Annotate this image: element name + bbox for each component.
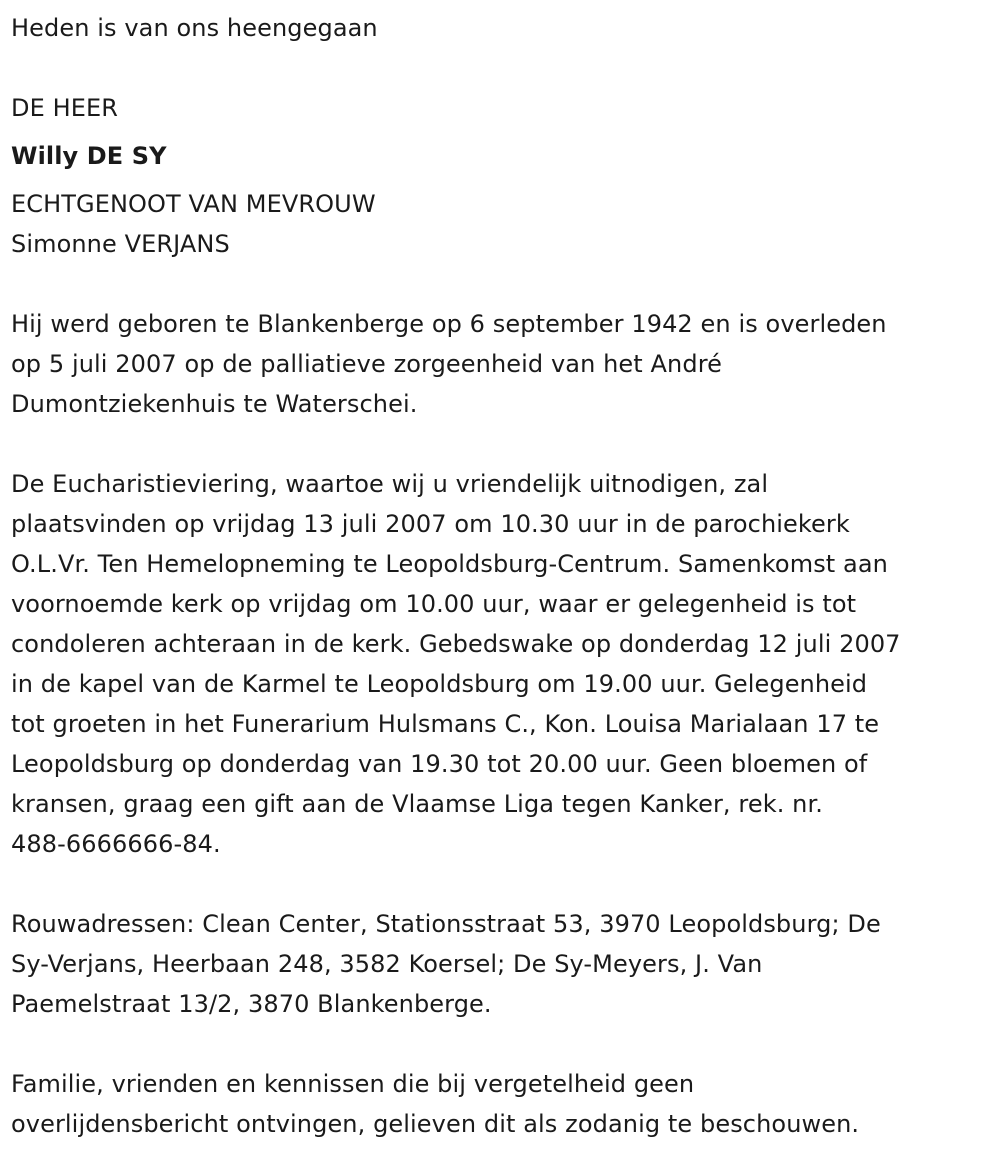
paragraph-line: kransen, graag een gift aan de Vlaamse Liga tegen Kanker, rek. nr.: [11, 790, 823, 818]
paragraph-line: op 5 juli 2007 op de palliatieve zorgeenheid van het André: [11, 350, 723, 378]
address-paragraph: [11, 904, 1000, 1024]
paragraph-line: Familie, vrienden en kennissen die bij vergetelheid geen: [11, 1070, 695, 1098]
paragraph-line: Sy-Verjans, Heerbaan 248, 3582 Koersel; De Sy-Meyers, J. Van: [11, 950, 763, 978]
paragraph-line: Leopoldsburg op donderdag van 19.30 tot 20.00 uur. Geen bloemen of: [11, 750, 868, 778]
spacer: [11, 48, 1000, 88]
paragraph-line: Rouwadressen: Clean Center, Stationsstraat 53, 3970 Leopoldsburg; De: [11, 910, 881, 938]
paragraph-line: plaatsvinden op vrijdag 13 juli 2007 om 10.30 uur in de parochiekerk: [11, 510, 850, 538]
ceremony-paragraph: [11, 464, 1000, 864]
paragraph-line: De Eucharistieviering, waartoe wij u vriendelijk uitnodigen, zal: [11, 470, 769, 498]
spacer: [11, 864, 1000, 904]
paragraph-line: 488-6666666-84.: [11, 830, 221, 858]
deceased-name: Willy DE SY: [11, 142, 167, 170]
paragraph-line: voornoemde kerk op vrijdag om 10.00 uur, waar er gelegenheid is tot: [11, 590, 857, 618]
spacer: [11, 264, 1000, 304]
birth-paragraph: [11, 304, 1000, 424]
paragraph-line: overlijdensbericht ontvingen, gelieven dit als zodanig te beschouwen.: [11, 1110, 860, 1138]
spacer: [11, 1024, 1000, 1064]
paragraph-line: tot groeten in het Funerarium Hulsmans C., Kon. Louisa Marialaan 17 te: [11, 710, 880, 738]
paragraph-line: in de kapel van de Karmel te Leopoldsburg om 19.00 uur. Gelegenheid: [11, 670, 868, 698]
spacer: [11, 424, 1000, 464]
closing-paragraph: [11, 1064, 1000, 1144]
paragraph-line: Hij werd geboren te Blankenberge op 6 september 1942 en is overleden: [11, 310, 887, 338]
relation-line: ECHTGENOOT VAN MEVROUW: [11, 190, 376, 218]
paragraph-line: Paemelstraat 13/2, 3870 Blankenberge.: [11, 990, 492, 1018]
paragraph-line: O.L.Vr. Ten Hemelopneming te Leopoldsburg-Centrum. Samenkomst aan: [11, 550, 888, 578]
spouse-name: Simonne VERJANS: [11, 230, 230, 258]
paragraph-line: Dumontziekenhuis te Waterschei.: [11, 390, 418, 418]
intro-line: Heden is van ons heengegaan: [11, 14, 378, 42]
honorific-title: DE HEER: [11, 94, 119, 122]
paragraph-line: condoleren achteraan in de kerk. Gebedswake op donderdag 12 juli 2007: [11, 630, 901, 658]
